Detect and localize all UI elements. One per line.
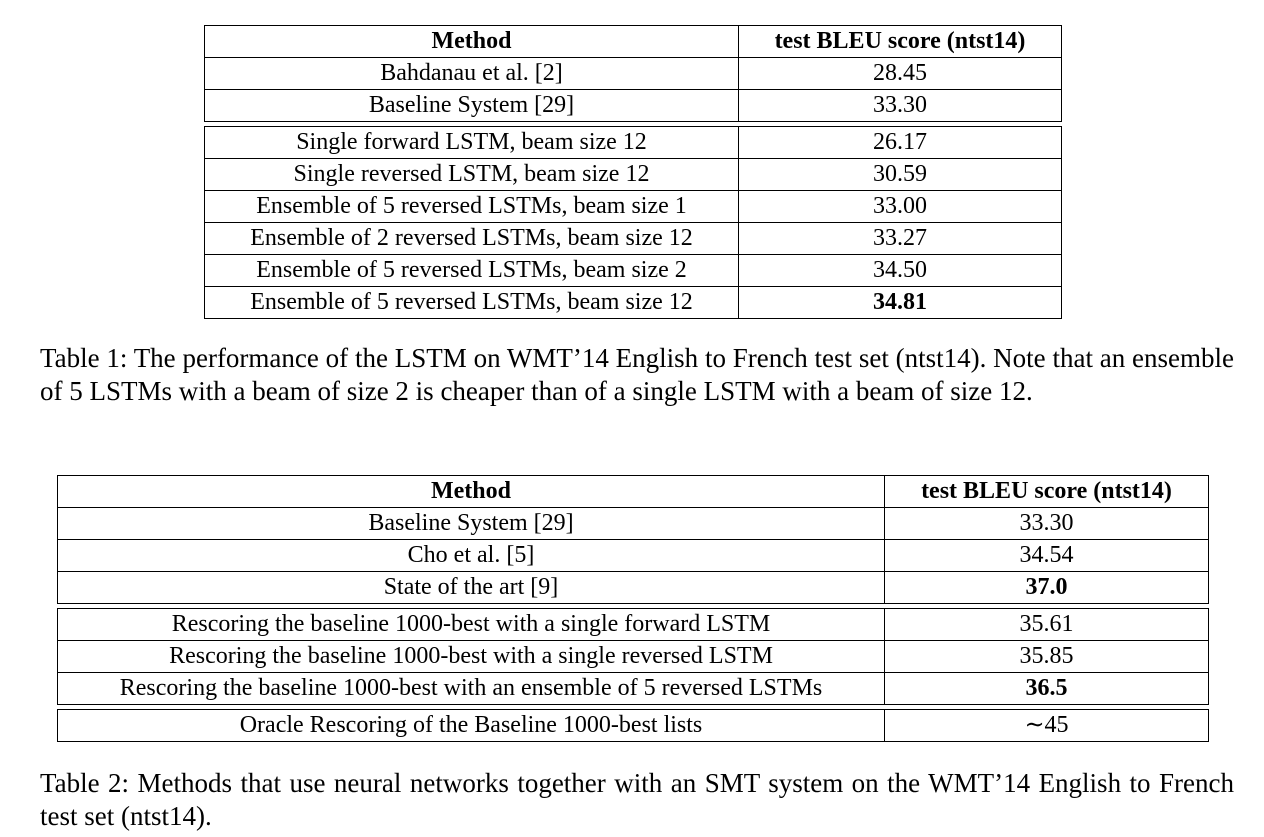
method-cell: Baseline System [29] [58,508,885,539]
table-row [205,286,1061,318]
method-column-header: Method [58,476,885,507]
table-2-block-2 [57,608,1209,705]
table-2-block-3 [57,709,1209,742]
method-cell: Baseline System [29] [205,90,739,121]
method-cell: Rescoring the baseline 1000-best with a single forward LSTM [58,609,885,640]
score-cell: 33.27 [873,225,927,251]
method-cell: Cho et al. [5] [58,540,885,571]
score-cell: 33.30 [873,92,927,118]
score-cell: 26.17 [873,129,927,155]
table-2-caption: Table 2: Methods that use neural networks together with an SMT system on the WMT’14 English to French test set (ntst14). [40,768,1234,831]
score-cell: 35.61 [1019,611,1074,637]
method-cell: Ensemble of 5 reversed LSTMs, beam size 1 [205,191,739,222]
method-cell: Rescoring the baseline 1000-best with an ensemble of 5 reversed LSTMs [58,673,885,704]
method-column-header: Method [205,26,739,57]
table-row [205,158,1061,190]
score-cell: ∼45 [1024,712,1069,738]
method-cell: Ensemble of 5 reversed LSTMs, beam size 12 [205,287,739,318]
table-1-block-2 [204,126,1062,319]
method-cell: Oracle Rescoring of the Baseline 1000-best lists [58,710,885,741]
score-cell: 34.54 [1019,542,1074,568]
table-1 [204,25,1062,319]
table-row [58,640,1208,672]
method-cell: Ensemble of 5 reversed LSTMs, beam size 2 [205,255,739,286]
table-row [205,254,1061,286]
method-cell: Bahdanau et al. [2] [205,58,739,89]
table-row [205,89,1061,121]
table-row [205,57,1061,89]
best-score-cell: 34.81 [873,289,927,315]
table-row [58,507,1208,539]
table-1-block-1 [204,25,1062,122]
score-cell: 33.00 [873,193,927,219]
score-cell: 34.50 [873,257,927,283]
table-row [205,127,1061,158]
table-row [58,672,1208,704]
table-2-block-1 [57,475,1209,604]
method-cell: Rescoring the baseline 1000-best with a single reversed LSTM [58,641,885,672]
score-cell: 28.45 [873,60,927,86]
score-cell: 30.59 [873,161,927,187]
method-cell: Ensemble of 2 reversed LSTMs, beam size 12 [205,223,739,254]
table-1-header-row [205,26,1061,57]
table-2-header-row [58,476,1208,507]
best-score-cell: 37.0 [1025,574,1068,600]
table-row [58,609,1208,640]
method-cell: Single reversed LSTM, beam size 12 [205,159,739,190]
method-cell: Single forward LSTM, beam size 12 [205,127,739,158]
score-cell: 35.85 [1019,643,1074,669]
score-column-header: test BLEU score (ntst14) [774,28,1026,54]
method-cell: State of the art [9] [58,572,885,603]
table-row [58,710,1208,741]
table-1-caption: Table 1: The performance of the LSTM on WMT’14 English to French test set (ntst14). Note that an ensemble of 5 LSTMs with a beam of size 2 is cheaper than of a single LSTM with a beam of size 12. [40,343,1234,406]
table-2 [57,475,1209,742]
table-row [58,539,1208,571]
best-score-cell: 36.5 [1025,675,1068,701]
score-column-header: test BLEU score (ntst14) [921,478,1172,504]
score-cell: 33.30 [1019,510,1074,536]
table-row [58,571,1208,603]
table-row [205,222,1061,254]
table-row [205,190,1061,222]
